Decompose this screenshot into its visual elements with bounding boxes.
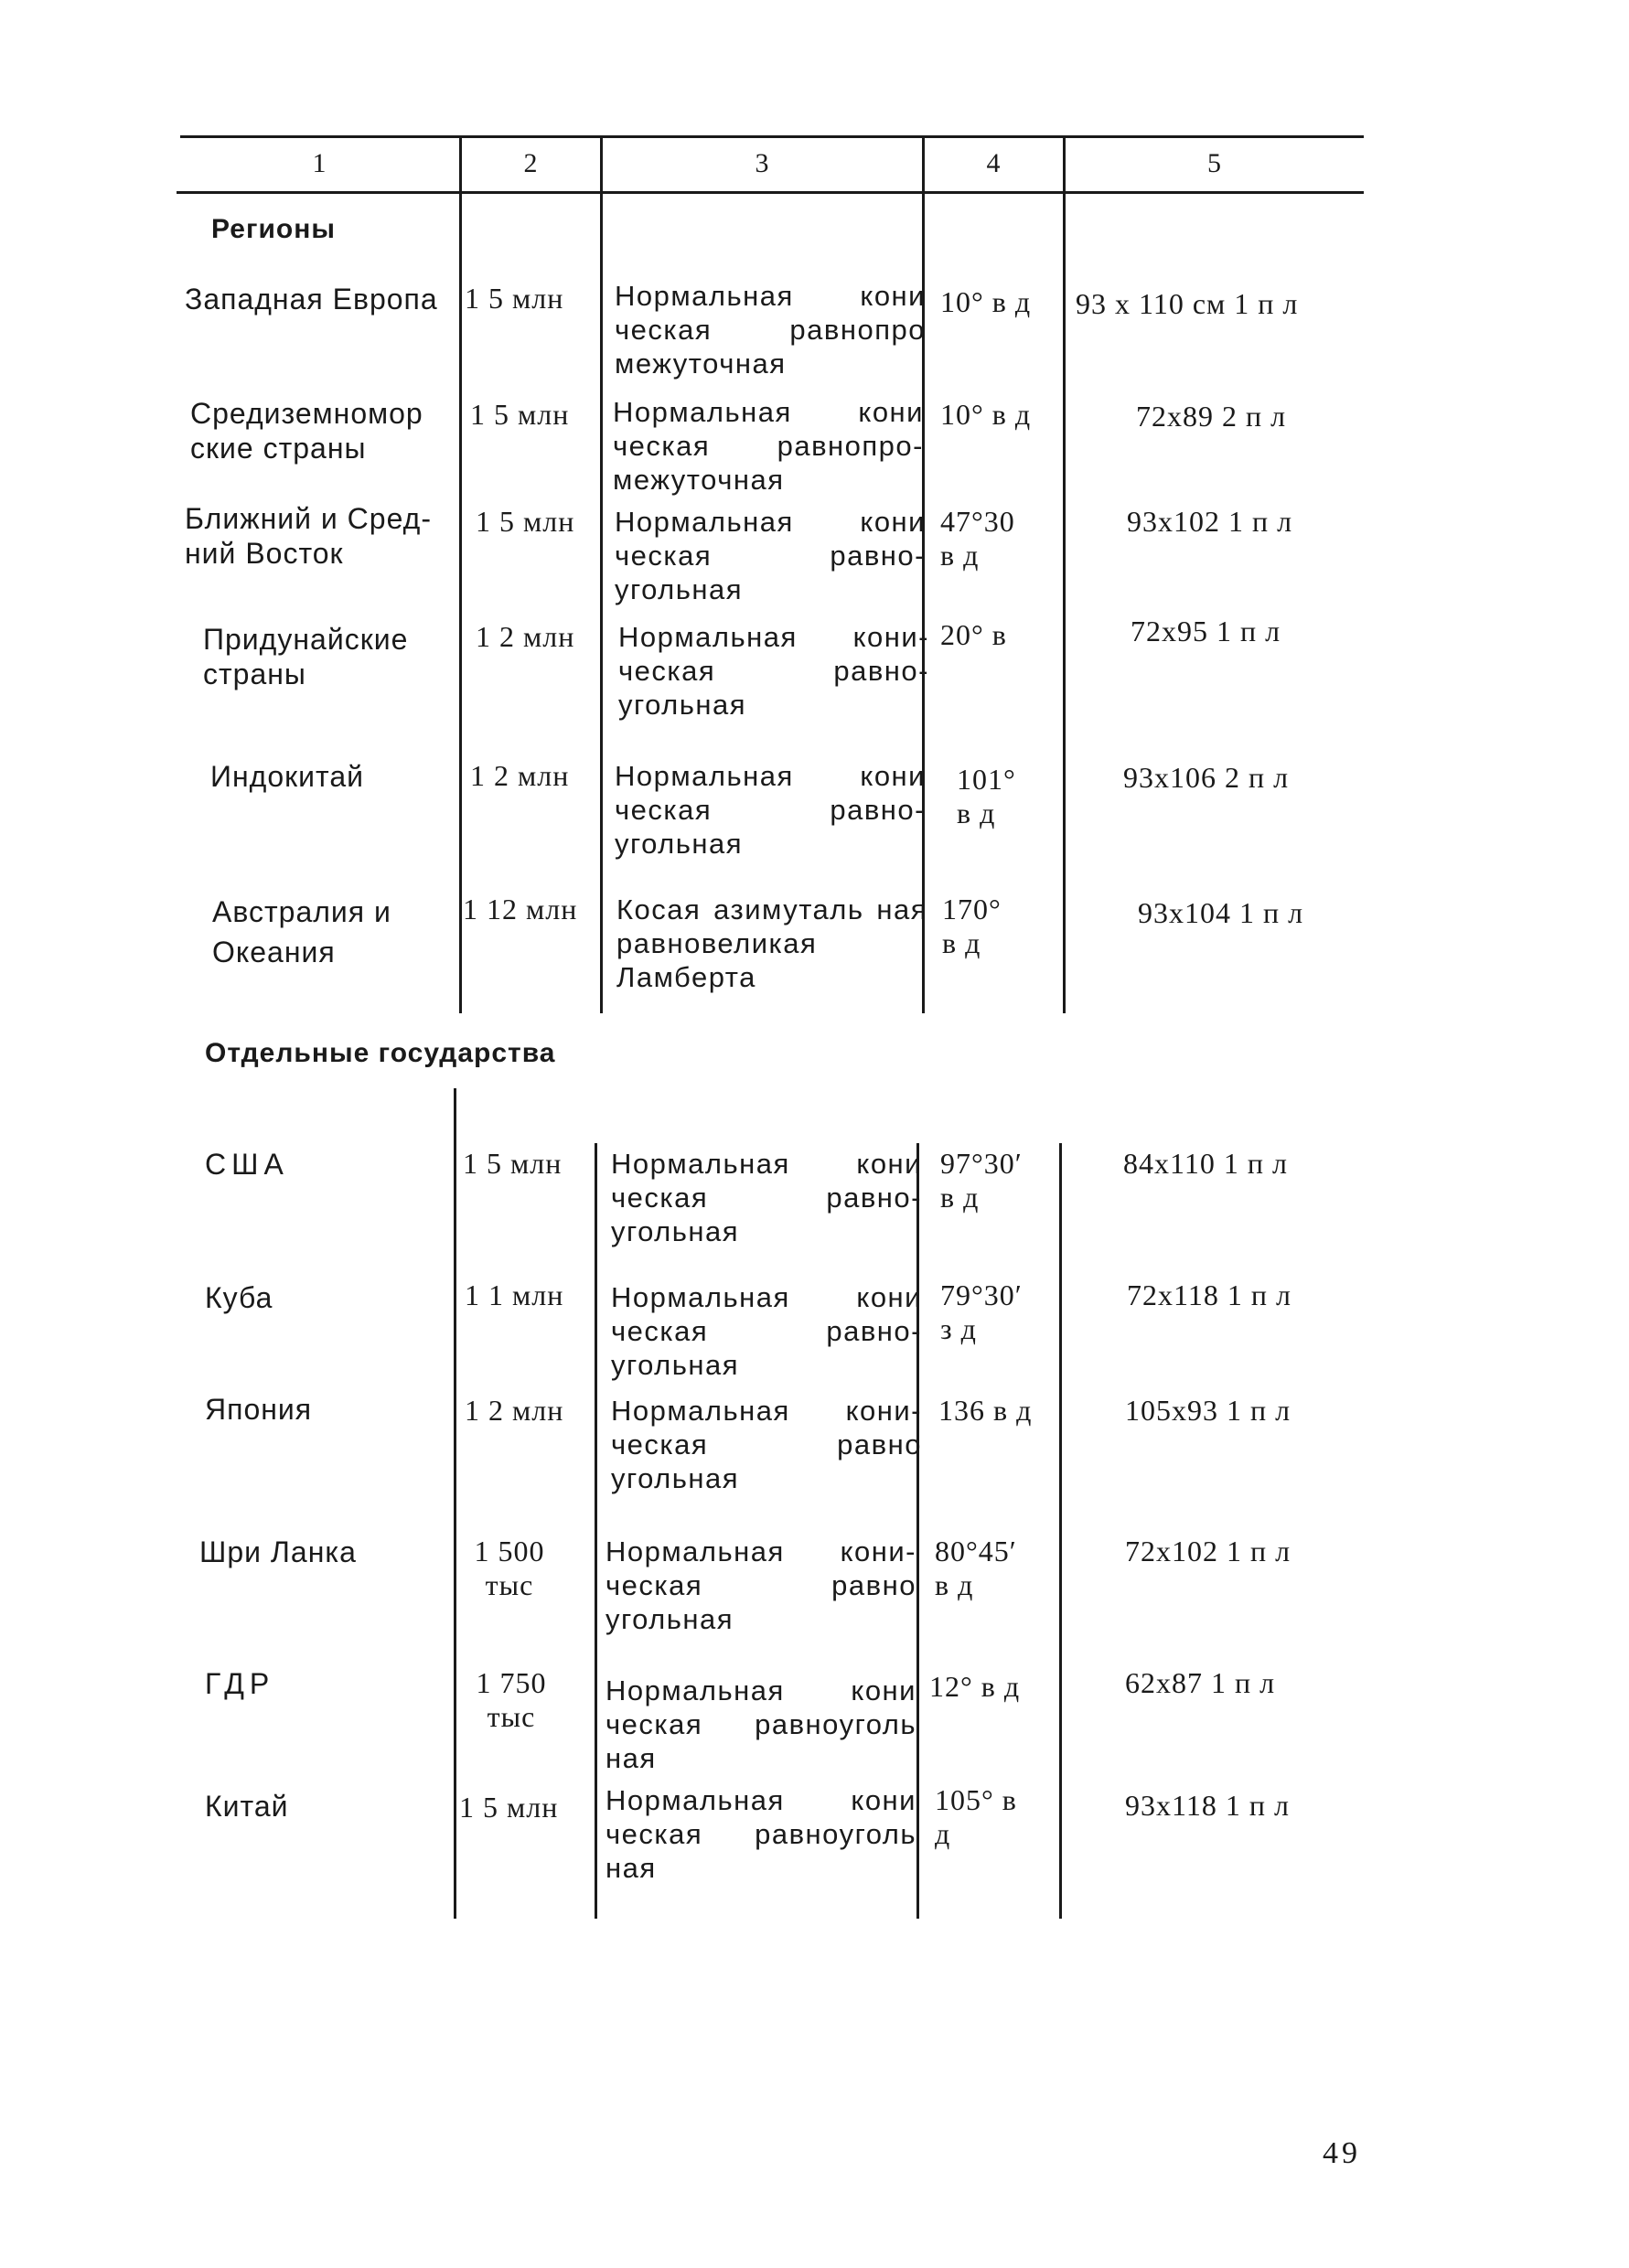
- row-projection: Нормальная кони ческая равнопро- межуточная: [613, 396, 924, 496]
- row-scale: 1 2 млн: [476, 620, 575, 653]
- column-rule: [600, 135, 603, 1013]
- row-projection: Нормальная кони ческая равно- угольная: [611, 1281, 922, 1381]
- row-scale: 1 750 тыс: [476, 1666, 547, 1733]
- row-size: 84х110 1 п л: [1123, 1147, 1288, 1180]
- row-size: 93х102 1 п л: [1127, 505, 1293, 538]
- row-size: 105х93 1 п л: [1125, 1394, 1291, 1427]
- row-scale: 1 500 тыс: [474, 1535, 545, 1601]
- column-header: 4: [986, 148, 1002, 178]
- row-meridian: 20° в: [940, 618, 1007, 651]
- row-meridian: 101° в д: [957, 763, 1016, 829]
- row-name: Придунайские страны: [203, 623, 409, 690]
- row-meridian: 10° в д: [940, 398, 1032, 431]
- row-scale: 1 1 млн: [465, 1278, 564, 1311]
- row-meridian: 105° в д: [935, 1783, 1017, 1850]
- row-size: 93х118 1 п л: [1125, 1789, 1290, 1822]
- column-header: 3: [755, 148, 770, 178]
- row-size: 93х104 1 п л: [1138, 896, 1304, 929]
- row-name: Китай: [205, 1790, 289, 1823]
- row-meridian: 97°30′ в д: [940, 1147, 1023, 1214]
- row-scale: 1 5 млн: [476, 505, 575, 538]
- row-name: Средиземномор ские страны: [190, 397, 423, 465]
- column-header: 1: [312, 148, 327, 178]
- row-projection: Нормальная кони ческая равно- угольная: [615, 506, 926, 605]
- row-projection: Нормальная кони ческая равно- угольная: [611, 1148, 922, 1247]
- row-projection: Нормальная кони ческая равно- угольная: [615, 760, 926, 860]
- row-scale: 1 5 млн: [459, 1791, 559, 1824]
- column-rule: [1059, 1143, 1062, 1919]
- section-heading-regions: Регионы: [211, 214, 336, 244]
- row-projection: Нормальная кони- ческая равно- угольная: [618, 621, 929, 721]
- row-meridian: 12° в д: [929, 1670, 1021, 1703]
- row-projection: Нормальная кони ческая равноуголь ная: [606, 1784, 916, 1884]
- row-scale: 1 12 млн: [463, 893, 578, 925]
- row-size: 72х89 2 п л: [1136, 400, 1287, 433]
- row-meridian: 80°45′ в д: [935, 1535, 1017, 1601]
- row-projection: Нормальная кони- ческая равно угольная: [606, 1535, 916, 1635]
- row-projection: Нормальная кони ческая равноуголь ная: [606, 1674, 916, 1774]
- row-name: Шри Ланка: [199, 1535, 357, 1568]
- row-size: 72х95 1 п л: [1131, 615, 1281, 647]
- column-rule: [916, 1143, 919, 1919]
- row-meridian: 79°30′ з д: [940, 1278, 1023, 1345]
- column-rule: [595, 1143, 597, 1919]
- column-rule: [454, 1088, 456, 1919]
- row-name: Куба: [205, 1281, 273, 1314]
- row-name: Индокитай: [210, 760, 364, 793]
- row-name: Япония: [205, 1393, 313, 1426]
- row-size: 93 х 110 см 1 п л: [1076, 287, 1299, 320]
- section-heading-states: Отдельные государства: [205, 1038, 556, 1068]
- table-top-rule: [180, 135, 1364, 138]
- row-scale: 1 2 млн: [470, 759, 570, 792]
- row-size: 72х102 1 п л: [1125, 1535, 1291, 1567]
- row-size: 62х87 1 п л: [1125, 1666, 1276, 1699]
- column-rule: [1063, 135, 1066, 1013]
- row-meridian: 170° в д: [942, 893, 1002, 959]
- row-projection: Нормальная кони- ческая равно угольная: [611, 1395, 922, 1494]
- column-header: 5: [1207, 148, 1222, 178]
- row-scale: 1 5 млн: [470, 398, 570, 431]
- row-name: ГДР: [205, 1667, 275, 1700]
- table-header-rule: [177, 191, 1364, 194]
- row-scale: 1 2 млн: [465, 1394, 564, 1427]
- row-name: Австралия и Океания: [212, 895, 391, 968]
- column-rule: [459, 135, 462, 1013]
- row-scale: 1 5 млн: [465, 282, 564, 315]
- row-name: Ближний и Сред- ний Восток: [185, 502, 432, 570]
- row-name: Западная Европа: [185, 283, 438, 316]
- row-meridian: 136 в д: [938, 1394, 1033, 1427]
- row-name: США: [205, 1148, 289, 1181]
- row-meridian: 47°30 в д: [940, 505, 1015, 572]
- row-projection: Нормальная кони ческая равнопро межуточная: [615, 280, 926, 380]
- column-header: 2: [523, 148, 539, 178]
- row-scale: 1 5 млн: [463, 1147, 563, 1180]
- row-projection: Косая азимуталь ная равновеликая Ламберта: [616, 893, 927, 993]
- row-size: 93х106 2 п л: [1123, 761, 1290, 794]
- row-size: 72х118 1 п л: [1127, 1278, 1291, 1311]
- page-number: 49: [1323, 2136, 1361, 2170]
- row-meridian: 10° в д: [940, 285, 1032, 318]
